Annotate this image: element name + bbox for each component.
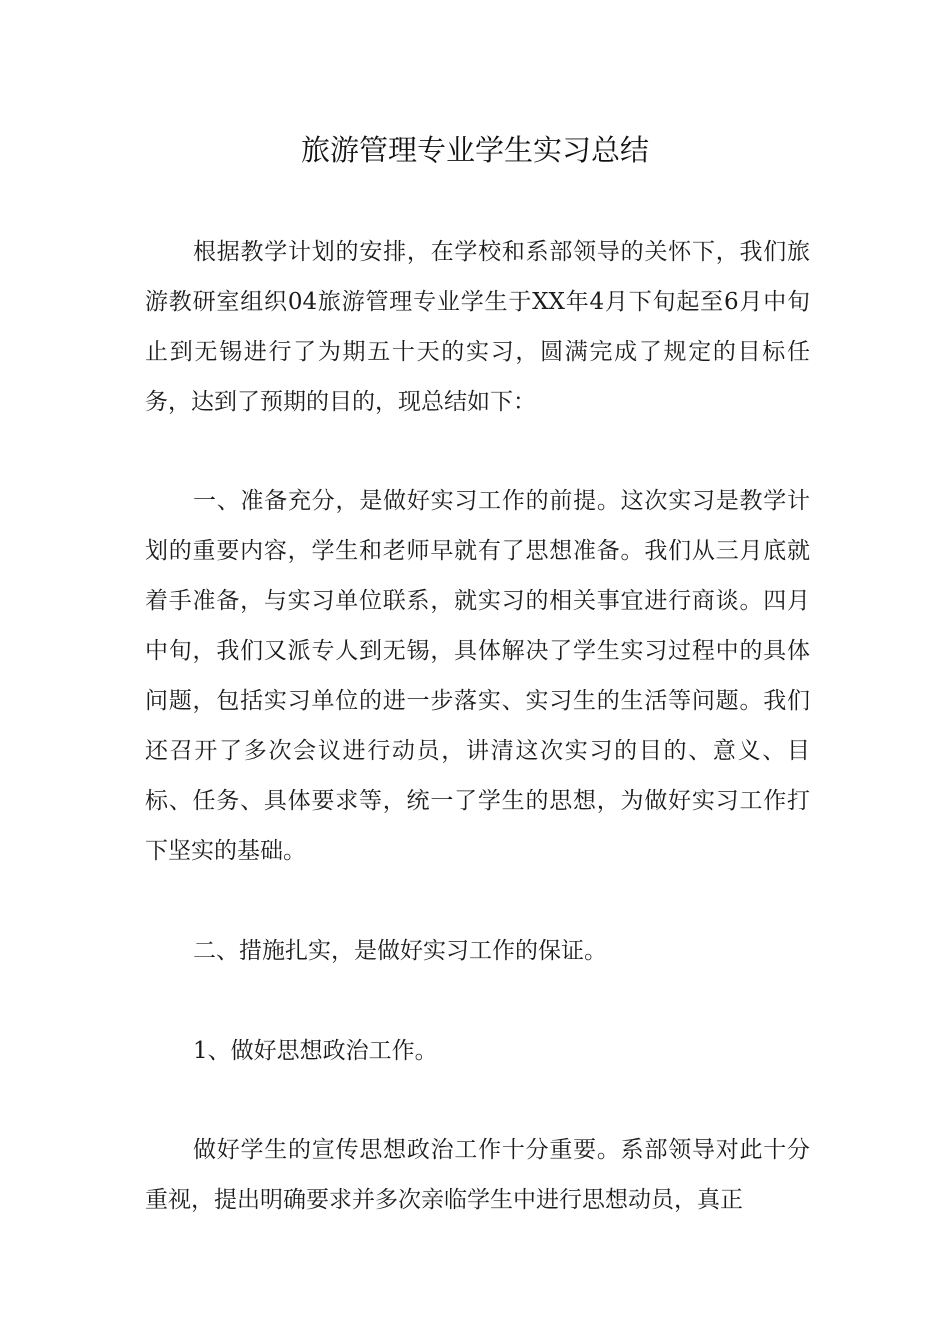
paragraph-subsection-one-heading: 1、做好思想政治工作。 <box>193 1038 438 1064</box>
paragraph-section-one: 一、准备充分，是做好实习工作的前提。这次实习是教学计划的重要内容，学生和老师早就有了思想准备。我们从三月底就着手准备，与实习单位联系，就实习的相关事宜进行商谈。四月中旬，我们又派专人到无锡，具体解决了学生实习过程中的具体问题，包括实习单位的进一步落实、实习生的生活等问题。我们还召开了多次会议进行动员，讲清这次实习的目的、意义、目标、任务、具体要求等，统一了学生的思想，为做好实习工作打下坚实的基础。 <box>145 488 810 864</box>
paragraph-section-two-heading: 二、措施扎实，是做好实习工作的保证。 <box>193 938 607 964</box>
paragraph-intro: 根据教学计划的安排，在学校和系部领导的关怀下，我们旅游教研室组织04旅游管理专业学生于XX年4月下旬起至6月中旬止到无锡进行了为期五十天的实习，圆满完成了规定的目标任务，达到了预期的目的，现总结如下： <box>145 239 810 415</box>
document-title: 旅游管理专业学生实习总结 <box>300 133 649 167</box>
paragraph-subsection-one-body: 做好学生的宣传思想政治工作十分重要。系部领导对此十分重视，提出明确要求并多次亲临学生中进行思想动员，真正 <box>145 1137 810 1213</box>
